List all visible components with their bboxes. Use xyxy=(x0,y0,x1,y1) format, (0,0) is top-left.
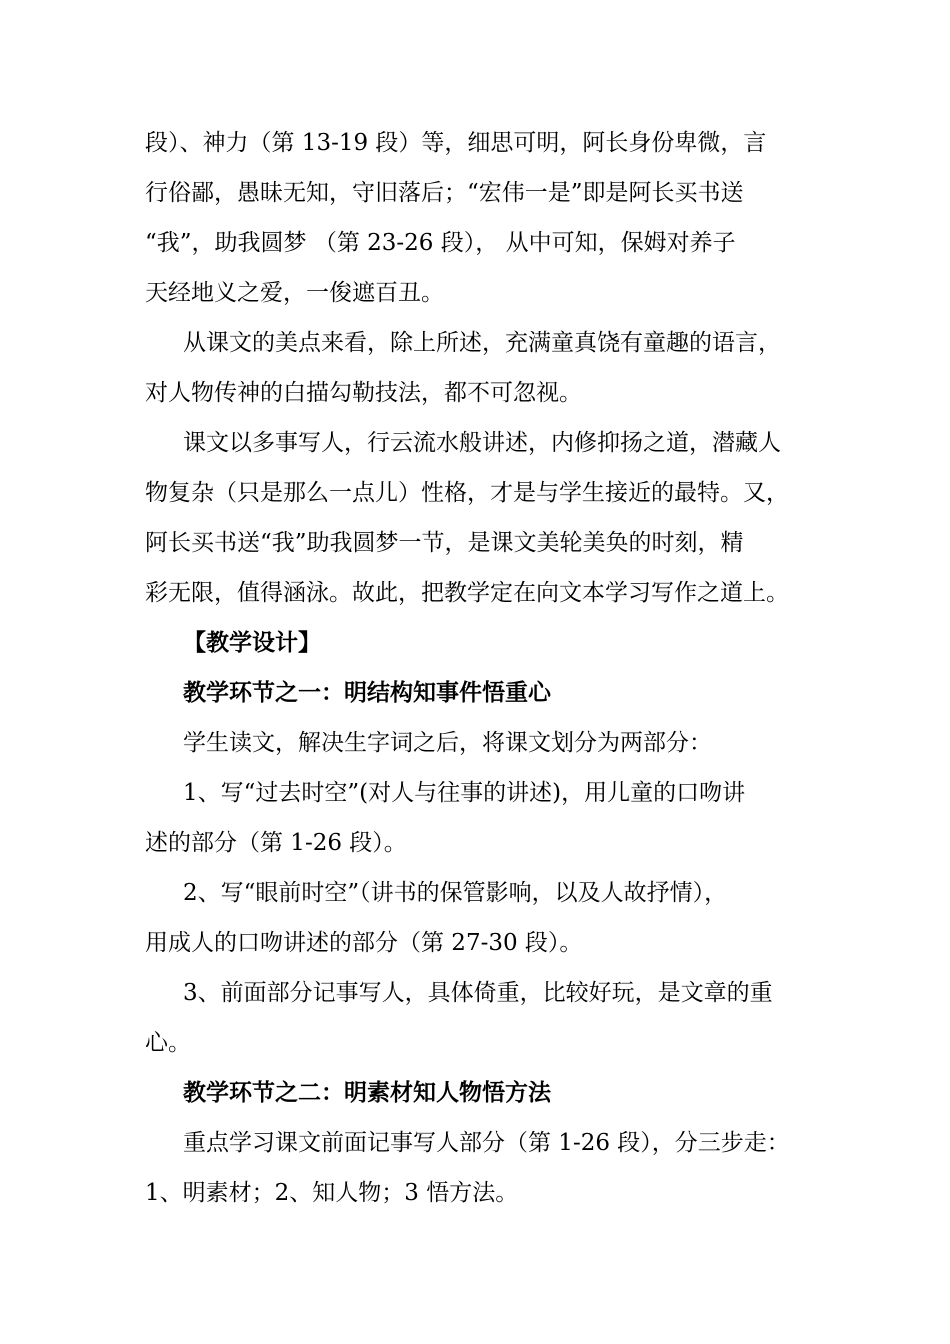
section-heading: 【教学设计】 xyxy=(183,629,321,656)
text-line: 天经地义之爱，一俊遮百丑。 xyxy=(145,280,444,306)
text-line: 行俗鄙，愚昧无知，守旧落后；“宏伟一是”即是阿长买书送 xyxy=(145,180,744,206)
list-item-line: 心。 xyxy=(145,1030,191,1056)
text-line: 从课文的美点来看，除上所述，充满童真饶有童趣的语言， xyxy=(183,330,781,356)
text-line: 物复杂（只是那么一点儿）性格，才是与学生接近的最特。又， xyxy=(145,480,789,506)
list-item-line: 述的部分（第 1-26 段）。 xyxy=(145,830,407,856)
text-line: 段）、神力（第 13-19 段）等，细思可明，阿长身份卑微，言 xyxy=(145,130,767,156)
list-item-line: 1、写“过去时空”(对人与往事的讲述)，用儿童的口吻讲 xyxy=(183,780,746,806)
text-line: 学生读文，解决生字词之后，将课文划分为两部分： xyxy=(183,730,712,756)
text-line: 重点学习课文前面记事写人部分（第 1-26 段），分三步走： xyxy=(183,1130,790,1156)
list-item-line: 3、前面部分记事写人，具体倚重，比较好玩，是文章的重 xyxy=(183,980,773,1006)
text-line: 课文以多事写人，行云流水般讲述，内修抑扬之道，潜藏人 xyxy=(183,430,781,456)
text-line: 阿长买书送“我”助我圆梦一节，是课文美轮美奂的时刻，精 xyxy=(145,530,744,556)
text-line: 彩无限，值得涵泳。故此，把教学定在向文本学习写作之道上。 xyxy=(145,580,789,606)
text-line: 对人物传神的白描勾勒技法，都不可忽视。 xyxy=(145,380,582,406)
text-line: “我”，助我圆梦 （第 23-26 段）， 从中可知，保姆对养子 xyxy=(145,230,736,256)
subsection-heading: 教学环节之二：明素材知人物悟方法 xyxy=(183,1079,551,1106)
list-item-line: 2、写“眼前时空”（讲书的保管影响，以及人故抒情）， xyxy=(183,880,728,906)
text-line: 1、明素材；2、知人物；3 悟方法。 xyxy=(145,1180,519,1206)
subsection-heading: 教学环节之一：明结构知事件悟重心 xyxy=(183,679,551,706)
list-item-line: 用成人的口吻讲述的部分（第 27-30 段）。 xyxy=(145,930,583,956)
